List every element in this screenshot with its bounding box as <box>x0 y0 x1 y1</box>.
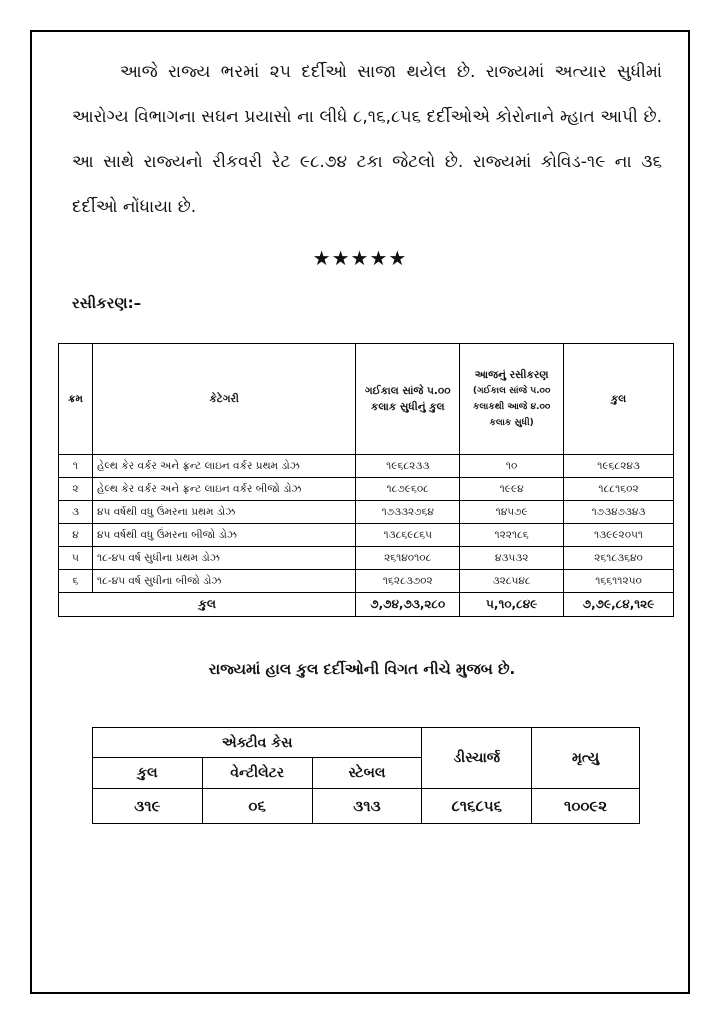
value-active-total: ૩૧૯ <box>93 789 203 824</box>
header-total: કુલ <box>564 344 674 455</box>
cell-today: ૪૩૫૩૨ <box>460 547 564 570</box>
cell-total: ૧૬૬૧૧૨૫૦ <box>564 570 674 593</box>
header-till-yesterday: ગઈકાલ સાંજે ૫.૦૦ કલાક સુધીનું કુલ <box>356 344 460 455</box>
value-deaths: ૧૦૦૯૨ <box>532 789 640 824</box>
cell-category: હેલ્થ કેર વર્કર અને ફ્રન્ટ લાઇન વર્કર બીજો ડોઝ <box>92 478 355 501</box>
cell-total: ૧૮૮૧૬૦૨ <box>564 478 674 501</box>
patient-status-heading: રાજ્યમાં હાલ કુલ દર્દીઓની વિગત નીચે મુજબ છે. <box>208 660 516 678</box>
cell-today: ૧૯૯૪ <box>460 478 564 501</box>
separator-stars: ★★★★★ <box>312 246 408 270</box>
cell-today: ૩૨૮૫૪૮ <box>460 570 564 593</box>
table-row <box>59 455 674 478</box>
cell-till-yesterday: ૨૬૧૪૦૧૦૮ <box>356 547 460 570</box>
cell-today: ૧૦ <box>460 455 564 478</box>
cell-serial: ૩ <box>59 501 93 524</box>
cell-today: ૧૪૫૭૯ <box>460 501 564 524</box>
value-ventilator: ૦૬ <box>202 789 312 824</box>
cell-category: ૧૮-૪૫ વર્ષ સુધીના બીજો ડોઝ <box>92 570 355 593</box>
table-row <box>93 789 640 824</box>
cell-category: ૪૫ વર્ષથી વધુ ઉંમરના પ્રથમ ડોઝ <box>92 501 355 524</box>
cell-till-yesterday: ૧૮૭૯૬૦૮ <box>356 478 460 501</box>
vaccination-table <box>58 343 674 617</box>
cell-till-yesterday: ૧૬૨૮૩૭૦૨ <box>356 570 460 593</box>
table-row <box>59 478 674 501</box>
table-row <box>59 570 674 593</box>
table-total-row <box>59 593 674 617</box>
cell-total: ૧૯૬૮૨૪૩ <box>564 455 674 478</box>
table-row <box>59 501 674 524</box>
header-deaths: મૃત્યુ <box>532 728 640 789</box>
header-active-total: કુલ <box>93 758 203 789</box>
cell-category: ૪૫ વર્ષથી વધુ ઉંમરના બીજો ડોઝ <box>92 524 355 547</box>
cell-total: ૨૬૧૮૩૬૪૦ <box>564 547 674 570</box>
cell-till-yesterday: ૧૯૬૮૨૩૩ <box>356 455 460 478</box>
cell-till-yesterday: ૧૩૮૬૯૮૬૫ <box>356 524 460 547</box>
header-discharged: ડીસ્ચાર્જ <box>422 728 532 789</box>
table-row <box>59 547 674 570</box>
cell-total: ૧૩૯૯૨૦૫૧ <box>564 524 674 547</box>
cell-category: હેલ્થ કેર વર્કર અને ફ્રન્ટ લાઇન વર્કર પ્રથમ ડોઝ <box>92 455 355 478</box>
table-row <box>59 524 674 547</box>
vaccination-heading: રસીકરણ:– <box>72 294 142 312</box>
cell-serial: ૨ <box>59 478 93 501</box>
cell-serial: ૬ <box>59 570 93 593</box>
cell-category: ૧૮-૪૫ વર્ષ સુધીના પ્રથમ ડોઝ <box>92 547 355 570</box>
header-category: કેટેગરી <box>92 344 355 455</box>
cell-serial: ૪ <box>59 524 93 547</box>
cell-serial: ૧ <box>59 455 93 478</box>
cell-serial: ૫ <box>59 547 93 570</box>
total-till-yesterday: ૭,૭૪,૭૩,૨૮૦ <box>356 593 460 617</box>
header-serial: ક્રમ <box>59 344 93 455</box>
value-stable: ૩૧૩ <box>312 789 422 824</box>
value-discharged: ૮૧૬૮૫૬ <box>422 789 532 824</box>
header-stable: સ્ટેબલ <box>312 758 422 789</box>
news-paragraph: આજે રાજ્ય ભરમાં ૨૫ દર્દીઓ સાજા થયેલ છે. રાજ્યમાં અત્યાર સુધીમાં આરોગ્ય વિભાગના સઘન પ્રયાસો ના લીધે ૮,૧૬,૮૫૬ દર્દીઓએ કોરોનાને મ્હાત આપી છે. આ સાથે રાજ્યનો રીકવરી રેટ ૯૮.૭૪ ટકા જેટલો છે. રાજ્યમાં કોવિડ-૧૯ ના ૩૬ દર્દીઓ નોંધાયા છે. <box>72 62 662 217</box>
total-label: કુલ <box>59 593 356 617</box>
total-overall: ૭,૭૯,૮૪,૧૨૯ <box>564 593 674 617</box>
total-today: ૫,૧૦,૮૪૯ <box>460 593 564 617</box>
cell-today: ૧૨૨૧૮૬ <box>460 524 564 547</box>
patient-status-table <box>92 727 640 824</box>
cell-till-yesterday: ૧૭૩૩૨૭૬૪ <box>356 501 460 524</box>
header-active-cases: એક્ટીવ કેસ <box>93 728 422 758</box>
header-ventilator: વેન્ટીલેટર <box>202 758 312 789</box>
header-today-title: આજનું રસીકરણ <box>474 369 549 381</box>
header-today-note: (ગઈકાલ સાંજે ૫.૦૦ કલાકથી આજે ૪.૦૦ કલાક સુધી) <box>472 386 551 428</box>
cell-total: ૧૭૩૪૭૩૪૩ <box>564 501 674 524</box>
header-today <box>460 344 564 455</box>
